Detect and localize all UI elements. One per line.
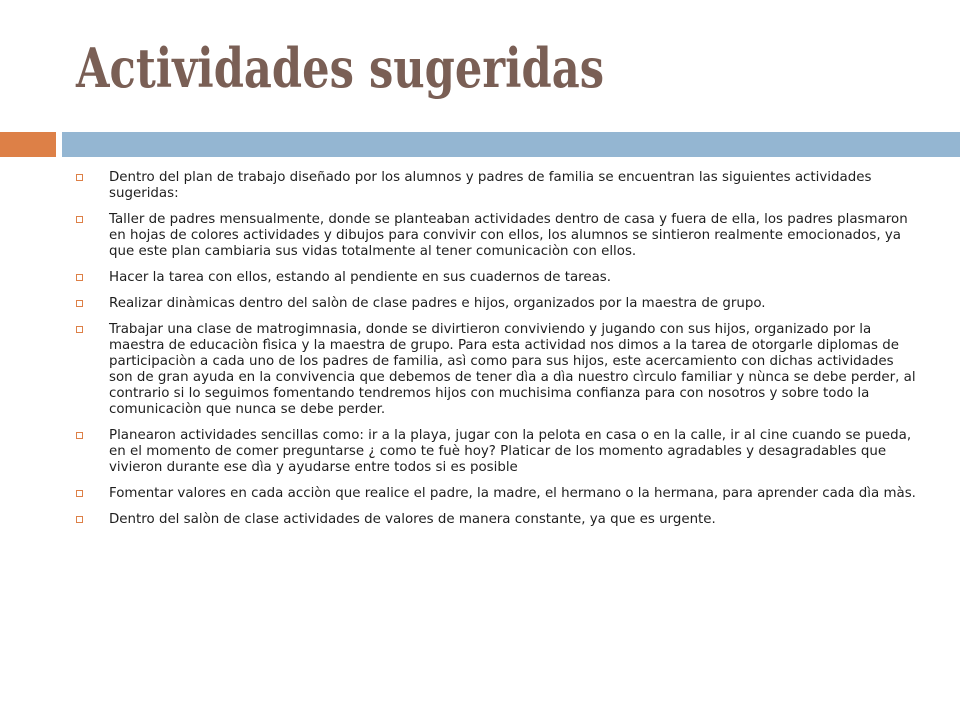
list-item-text: Realizar dinàmicas dentro del salòn de clase padres e hijos, organizados por la maestra de grupo. (109, 296, 766, 311)
list-item-text: Hacer la tarea con ellos, estando al pendiente en sus cuadernos de tareas. (109, 270, 612, 285)
list-item-text: Planearon actividades sencillas como: ir a la playa, jugar con la pelota en casa o en la calle, ir al cine cuando se pueda, en el momento de comer preguntarse ¿ como te fuè hoy? Platicar de los momento agradables y desagradables que vivieron durante ese dìa y ayudarse entre todos si es posible (109, 428, 912, 475)
list-item (74, 322, 920, 418)
accent-bar-orange (0, 132, 56, 157)
square-outline-icon (76, 216, 83, 223)
list-item-text: Fomentar valores en cada acciòn que realice el padre, la madre, el hermano o la hermana, para aprender cada dìa màs. (109, 486, 916, 501)
square-outline-icon (76, 490, 83, 497)
square-outline-icon (76, 432, 83, 439)
square-outline-icon (76, 300, 83, 307)
list-item-text: Trabajar una clase de matrogimnasia, donde se divirtieron conviviendo y jugando con sus hijos, organizado por la maestra de educaciòn fìsica y la maestra de grupo. Para esta actividad nos dimos a la tarea de otorgarle diplomas de participaciòn a cada uno de los padres de familia, asì como para sus hijos, este acercamiento con dichas actividades son de gran ayuda en la convivencia que debemos de tener dìa a dìa nuestro cìrculo familiar y nùnca se debe perder, al contrario si lo seguimos fomentando tendremos hijos con muchisima confianza para con nosotros y sobre todo la comunicaciòn que nunca se debe perder. (109, 322, 916, 417)
list-item (74, 486, 920, 502)
list-item-text: Taller de padres mensualmente, donde se planteaban actividades dentro de casa y fuera de ella, los padres plasmaron en hojas de colores actividades y dibujos para convivir con ellos, los alumnos se sintieron realmente emocionados, ya que este plan cambiaria sus vidas totalmente al tener comunicaciòn con ellos. (109, 212, 908, 259)
list-item-text: Dentro del salòn de clase actividades de valores de manera constante, ya que es urgente. (109, 512, 716, 527)
list-item-text: Dentro del plan de trabajo diseñado por los alumnos y padres de familia se encuentran las siguientes actividades sugeridas: (109, 170, 872, 201)
bullet-list (74, 170, 920, 538)
square-outline-icon (76, 326, 83, 333)
list-item (74, 270, 920, 286)
square-outline-icon (76, 174, 83, 181)
slide-title: Actividades sugeridas (76, 36, 605, 100)
list-item (74, 512, 920, 528)
square-outline-icon (76, 516, 83, 523)
list-item (74, 428, 920, 476)
list-item (74, 296, 920, 312)
list-item (74, 212, 920, 260)
list-item (74, 170, 920, 202)
accent-bar-blue (62, 132, 960, 157)
square-outline-icon (76, 274, 83, 281)
